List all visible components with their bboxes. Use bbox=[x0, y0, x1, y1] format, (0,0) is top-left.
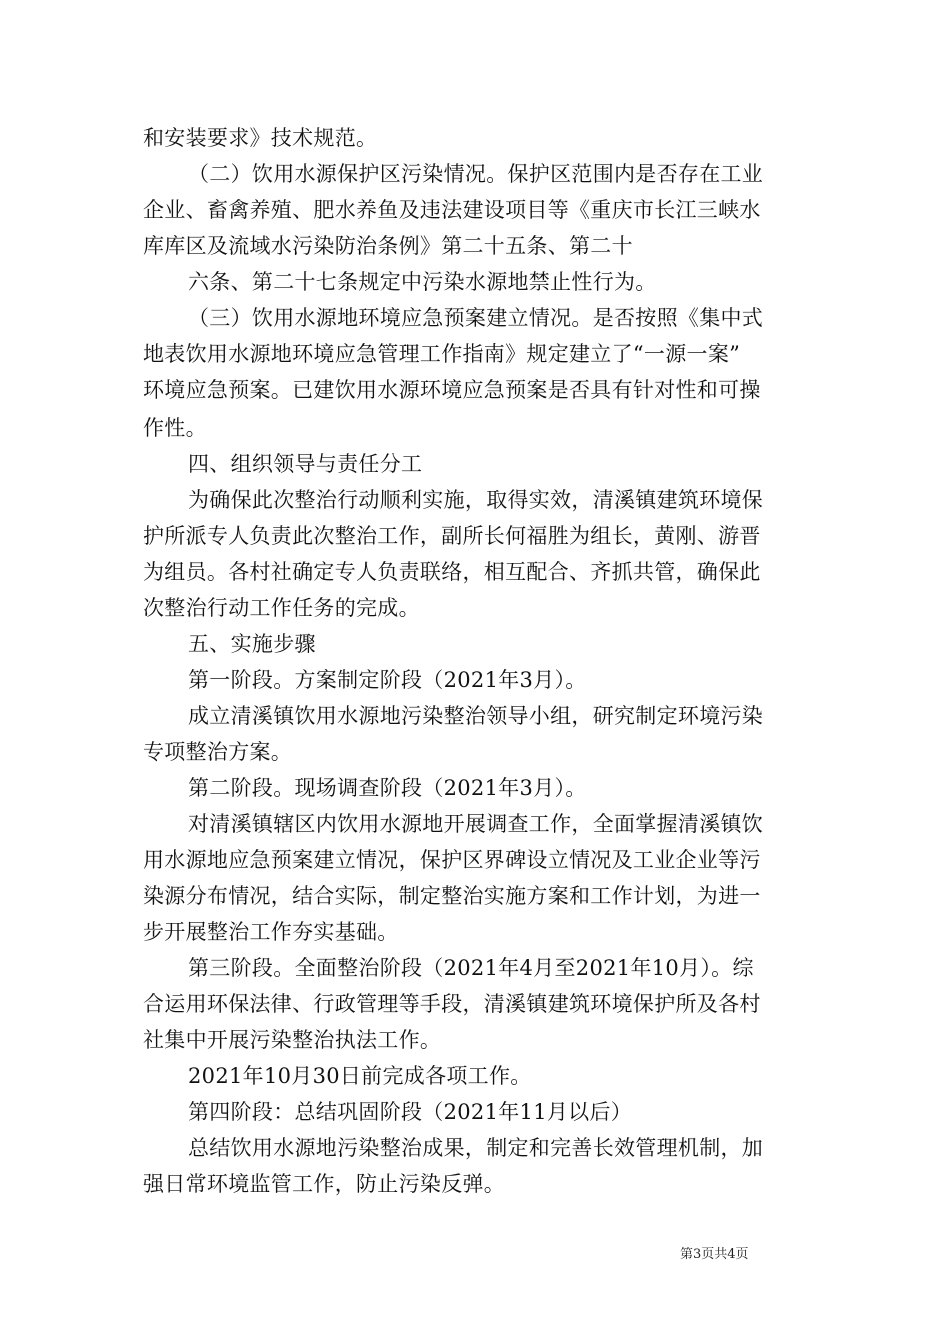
paragraph-line: 社集中开展污染整治执法工作。 bbox=[143, 1028, 442, 1052]
paragraph-line: 染源分布情况，结合实际，制定整治实施方案和工作计划，为进一 bbox=[143, 884, 761, 908]
paragraph-line: 专项整治方案。 bbox=[143, 740, 293, 764]
paragraph-line: 成立清溪镇饮用水源地污染整治领导小组，研究制定环境污染 bbox=[188, 704, 764, 728]
paragraph-line: 库库区及流域水污染防治条例》第二十五条、第二十 bbox=[143, 234, 633, 258]
paragraph-line: 对清溪镇辖区内饮用水源地开展调查工作，全面掌握清溪镇饮 bbox=[188, 812, 764, 836]
paragraph-line: 和安装要求》技术规范。 bbox=[143, 126, 378, 150]
paragraph-line: 护所派专人负责此次整治工作，副所长何福胜为组长，黄刚、游晋 bbox=[143, 524, 761, 548]
paragraph-line: 步开展整治工作夯实基础。 bbox=[143, 920, 399, 944]
paragraph-line: 第二阶段。现场调查阶段（2021年3月）。 bbox=[188, 776, 587, 800]
page-number-footer: 第3页共4页 bbox=[680, 1247, 749, 1262]
paragraph-line: 环境应急预案。已建饮用水源环境应急预案是否具有针对性和可操 bbox=[143, 378, 761, 402]
paragraph-line: （三）饮用水源地环境应急预案建立情况。是否按照《集中式 bbox=[188, 306, 764, 330]
section-heading: 五、实施步骤 bbox=[188, 632, 316, 656]
paragraph-line: 六条、第二十七条规定中污染水源地禁止性行为。 bbox=[188, 270, 657, 294]
paragraph-line: 2021年10月30日前完成各项工作。 bbox=[188, 1064, 532, 1088]
paragraph-line: 第三阶段。全面整治阶段（2021年4月至2021年10月）。综 bbox=[188, 956, 754, 980]
paragraph-line: 强日常环境监管工作，防止污染反弹。 bbox=[143, 1172, 506, 1196]
paragraph-line: 第四阶段：总结巩固阶段（2021年11月以后） bbox=[188, 1100, 633, 1124]
paragraph-line: 总结饮用水源地污染整治成果，制定和完善长效管理机制，加 bbox=[188, 1136, 764, 1160]
paragraph-line: 为确保此次整治行动顺利实施，取得实效，清溪镇建筑环境保 bbox=[188, 488, 764, 512]
paragraph-line: 企业、畜禽养殖、肥水养鱼及违法建设项目等《重庆市长江三峡水 bbox=[143, 198, 761, 222]
paragraph-line: （二）饮用水源保护区污染情况。保护区范围内是否存在工业 bbox=[188, 162, 764, 186]
paragraph-line: 作性。 bbox=[143, 416, 207, 440]
paragraph-line: 地表饮用水源地环境应急管理工作指南》规定建立了“一源一案” bbox=[143, 342, 741, 366]
paragraph-line: 第一阶段。方案制定阶段（2021年3月）。 bbox=[188, 668, 587, 692]
paragraph-line: 次整治行动工作任务的完成。 bbox=[143, 596, 420, 620]
section-heading: 四、组织领导与责任分工 bbox=[188, 452, 423, 476]
paragraph-line: 合运用环保法律、行政管理等手段，清溪镇建筑环境保护所及各村 bbox=[143, 992, 761, 1016]
paragraph-line: 用水源地应急预案建立情况，保护区界碑设立情况及工业企业等污 bbox=[143, 848, 761, 872]
paragraph-line: 为组员。各村社确定专人负责联络，相互配合、齐抓共管，确保此 bbox=[143, 560, 761, 584]
